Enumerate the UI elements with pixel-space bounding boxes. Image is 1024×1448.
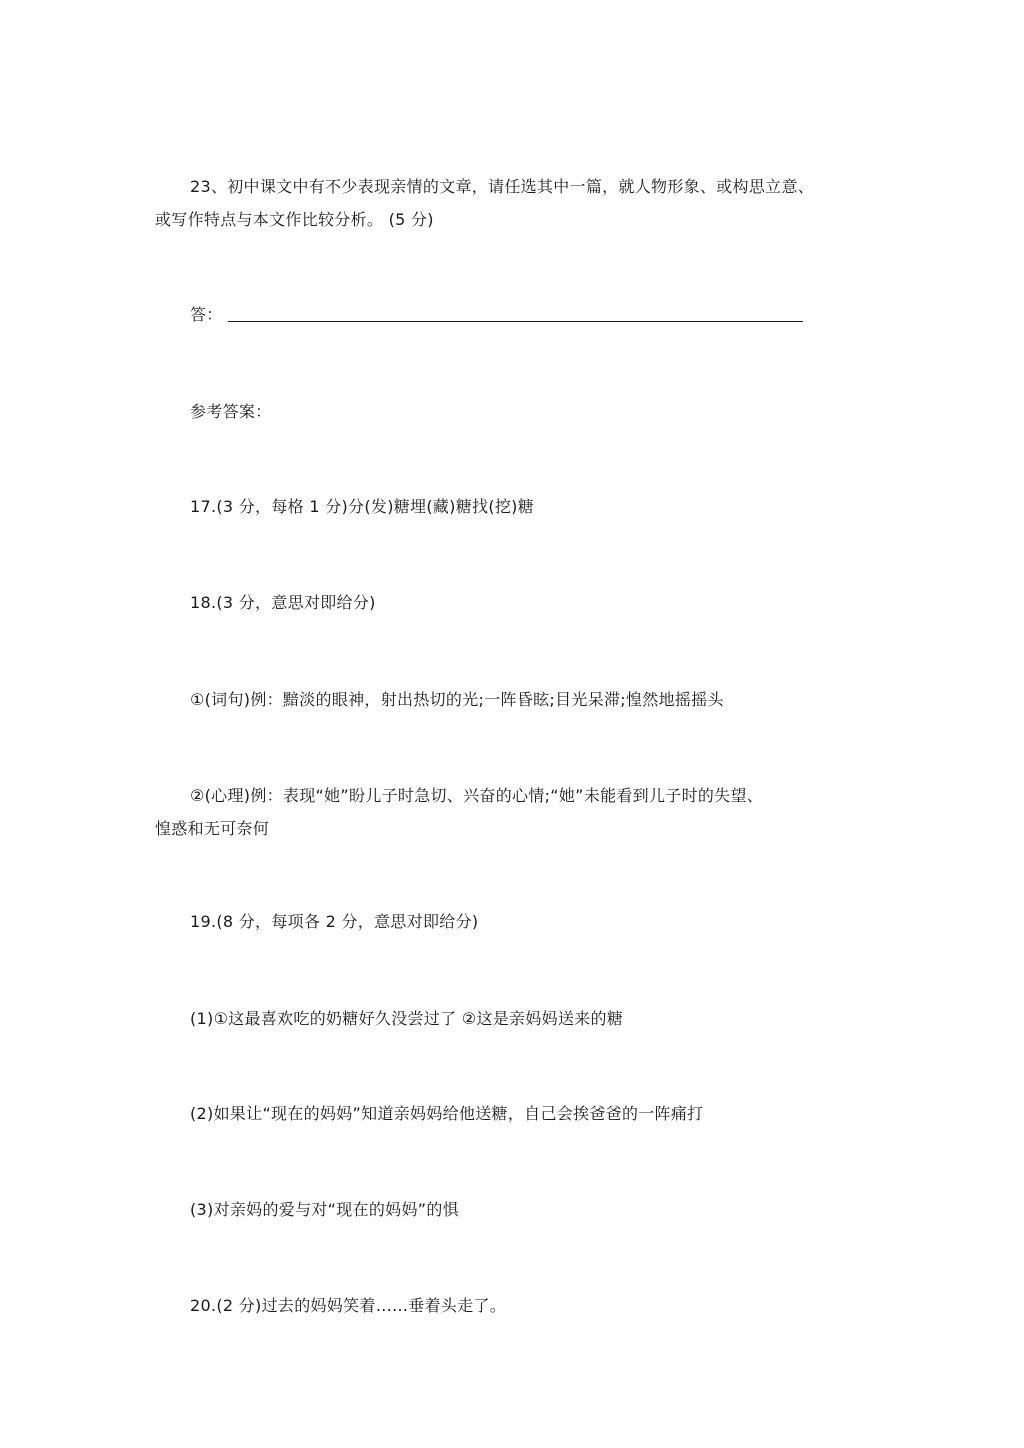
answer-19-2: (2)如果让“现在的妈妈”知道亲妈妈给他送糖，自己会挨爸爸的一阵痛打 (190, 1104, 704, 1123)
question-23-line-2: 或写作特点与本文作比较分析。 (5 分) (155, 210, 434, 229)
reference-answer-heading: 参考答案： (190, 402, 272, 421)
answer-18-1: ①(词句)例：黯淡的眼神，射出热切的光;一阵昏眩;目光呆滞;惶然地摇摇头 (190, 690, 724, 709)
answer-18-2-line-2: 惶惑和无可奈何 (155, 819, 270, 838)
answer-17: 17.(3 分，每格 1 分)分(发)糖埋(藏)糖找(挖)糖 (190, 497, 535, 516)
answer-blank-line (228, 321, 803, 322)
answer-19: 19.(8 分，每项各 2 分，意思对即给分) (190, 912, 479, 931)
answer-19-1: (1)①这最喜欢吃的奶糖好久没尝过了 ②这是亲妈妈送来的糖 (190, 1009, 624, 1028)
answer-label: 答： (190, 305, 223, 324)
answer-18-2-line-1: ②(心理)例：表现“她”盼儿子时急切、兴奋的心情;“她”未能看到儿子时的失望、 (190, 786, 764, 805)
question-23-line-1: 23、初中课文中有不少表现亲情的文章，请任选其中一篇，就人物形象、或构思立意、 (190, 177, 815, 196)
answer-19-3: (3)对亲妈的爱与对“现在的妈妈”的惧 (190, 1200, 459, 1219)
answer-20: 20.(2 分)过去的妈妈笑着……垂着头走了。 (190, 1296, 507, 1315)
answer-18: 18.(3 分，意思对即给分) (190, 593, 376, 612)
